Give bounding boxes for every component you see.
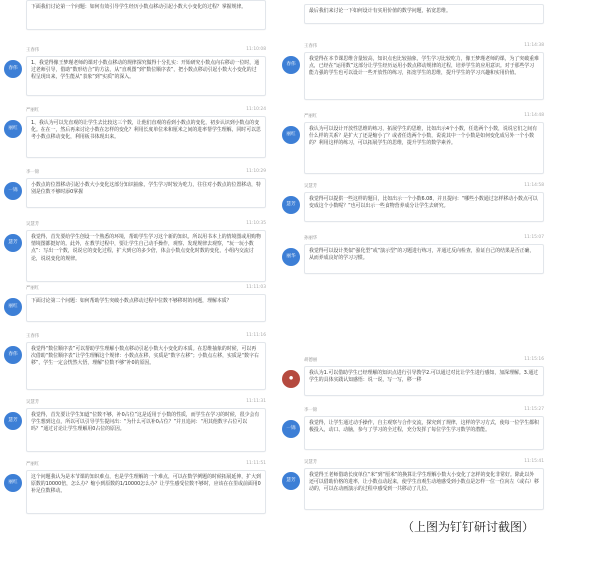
chat-message xyxy=(282,182,548,222)
message-bubble[interactable] xyxy=(26,0,266,30)
chat-message xyxy=(4,0,270,36)
message-bubble[interactable] xyxy=(26,178,266,208)
avatar-label: 慧芳 xyxy=(286,478,296,483)
sender-name: 王春伟 xyxy=(26,334,40,339)
chat-message xyxy=(4,220,270,280)
avatar-label: 春伟 xyxy=(8,352,18,357)
message-time: 11:15:27 xyxy=(524,407,544,412)
sender-name: 胡德丽 xyxy=(304,358,318,363)
message-meta xyxy=(26,46,270,55)
message-bubble[interactable] xyxy=(304,416,544,450)
avatar[interactable] xyxy=(4,474,22,492)
sender-name: 孙丽华 xyxy=(304,236,318,241)
chat-message xyxy=(4,284,270,324)
message-time: 11:11:51 xyxy=(246,461,266,466)
avatar[interactable] xyxy=(282,370,300,388)
message-time: 11:14:48 xyxy=(524,113,544,118)
sender-name: 严丽红 xyxy=(26,286,40,291)
sender-name: 严丽红 xyxy=(26,108,40,113)
avatar-label: 慧芳 xyxy=(8,418,18,423)
avatar[interactable] xyxy=(4,412,22,430)
message-text: 最后我们来讨论一下如何设计有实用价值的数学问题，拓宽思维。 xyxy=(309,8,451,14)
message-text: 下面我们讨论第一个问题：如何有效引导学生经历小数点移动引起小数大小变化的过程？掌握规律。 xyxy=(31,4,247,10)
avatar[interactable] xyxy=(4,182,22,200)
avatar[interactable] xyxy=(282,126,300,144)
chat-message xyxy=(282,234,548,274)
message-time: 11:10:35 xyxy=(246,221,266,226)
sender-name: 王春伟 xyxy=(304,44,318,49)
message-meta xyxy=(26,220,270,229)
avatar[interactable] xyxy=(282,248,300,266)
avatar[interactable] xyxy=(282,56,300,74)
message-meta xyxy=(26,284,270,293)
chat-message xyxy=(282,112,548,174)
message-text: 我觉得王老师借助长度单位“米”到“厘米”的换算让学生理解小数大小变化了怎样的变化非常好。除此以外还可以借助价格的进率，让小数点动起来，使学生直观生动地感受到小数点是怎样一位一位向左（或右）移动的，可以在动画演示的过程中感受到一共移动了几位。 xyxy=(309,472,539,493)
message-time: 11:14:58 xyxy=(524,183,544,188)
message-meta xyxy=(304,458,548,467)
message-bubble[interactable] xyxy=(26,116,266,158)
message-bubble[interactable] xyxy=(304,366,544,396)
message-bubble[interactable] xyxy=(26,470,266,514)
avatar-label: 春伟 xyxy=(8,66,18,71)
chat-message xyxy=(282,0,548,24)
message-text: 1、我认为可以先直观的让学生去比较这三个数，让他们直观的看到小数点的变化，初步认识到小数点的变化。在在一，然后再来讨论小数在怎样的变化？利用长度单位米和厘米之间的进率帮学生理解，同时可以思考小数点移动变化，利用板书体现出来。 xyxy=(31,120,261,141)
chat-message xyxy=(282,356,548,396)
sender-name: 严丽红 xyxy=(26,462,40,467)
message-time: 11:11:31 xyxy=(246,399,266,404)
message-bubble[interactable] xyxy=(26,230,266,282)
message-time: 11:15:16 xyxy=(524,357,544,362)
message-bubble[interactable] xyxy=(304,192,544,222)
message-text: 我觉得“数位顺序表”可以帮助学生理解小数点移动引起小数大小变化的本质。在思维抽象的时候，可以再次借助“数位顺序表”让学生理解这个规律：小数点在移，实质是“数字左移”；小数点左移，实质是“数字右移”，学生一定会恍然大悟，理解“位数不够”补0的原因。 xyxy=(31,346,259,367)
message-text: 我觉得可以设计类似“强化型”或“演示型”的习题进行练习，并通过反向检查，验证自己的结果是否正确，从而养成良好的学习习惯。 xyxy=(309,248,535,262)
message-meta xyxy=(304,356,548,365)
avatar-label: 丽红 xyxy=(8,304,18,309)
avatar[interactable] xyxy=(282,420,300,438)
chat-message xyxy=(4,46,270,96)
message-meta xyxy=(304,112,548,121)
avatar-label: 丽红 xyxy=(8,126,18,131)
avatar[interactable] xyxy=(4,346,22,364)
message-bubble[interactable] xyxy=(304,4,544,24)
message-time: 11:15:07 xyxy=(524,235,544,240)
chat-message xyxy=(282,406,548,452)
avatar[interactable] xyxy=(4,298,22,316)
avatar-label: 一锦 xyxy=(8,188,18,193)
avatar[interactable] xyxy=(4,234,22,252)
message-bubble[interactable] xyxy=(26,56,266,96)
message-meta xyxy=(304,406,548,415)
message-bubble[interactable] xyxy=(304,52,544,100)
message-text: 我觉得，首先要让学生知道“位数不够，补0占位”这是适用于小数的性质，而学生在学习的时候，很少会有学生想到这点，所以可以引导学生提问出：“为什么可以补0占位？”并且追问：“用其他数字占位可以吗？”通过讨论让学生理解用0占位的原因。 xyxy=(31,412,260,433)
message-time: 11:15:41 xyxy=(524,459,544,464)
avatar-label: 一锦 xyxy=(286,426,296,431)
message-text: 我认为可以设计开放性思维的练习，拓展学生的思维，比如出示4个小数，任选两个小数，说说它们之间有什么样的关系？是扩大了还是缩小了？或者任选两个小数，说说其中一个小数是如何变化成另外一个小数的？利用这样的练习，可以拓展学生的思维，提升学生的数学素养。 xyxy=(309,126,538,147)
avatar[interactable] xyxy=(4,120,22,138)
message-bubble[interactable] xyxy=(26,342,266,390)
message-bubble[interactable] xyxy=(304,244,544,274)
message-text: 我觉得，首先要给学生创设一个熟悉的环境，帮助学生学习这个新的知识。所以用书本上的情境图或用购物情境图都挺好的。此外，在教学过程中，要让学生自己动手操作，观察、发现规律去观察，“玩一玩小数点”：写出一个数，说说它的变化过程，扩大到它的多少倍，体会小数点变化时数的变化，小组内交流讨论，说说变化的规律。 xyxy=(31,234,261,262)
sender-name: 吴慧芳 xyxy=(304,184,318,189)
avatar-label: 春伟 xyxy=(286,62,296,67)
sender-name: 王春伟 xyxy=(26,48,40,53)
message-time: 11:10:08 xyxy=(246,47,266,52)
avatar-label: 慧芳 xyxy=(286,202,296,207)
message-text: 1、我觉得像王梦瑾老师的课对小数点移动的规律探究做得十分扎实：开始研究小数点向右移动一位时，通过老师引导，借助“数形结合”的方法，从“直观图”到“数位顺序表”，把小数点移动引起小数大小变化的过程呈现出来，学生能从“表象”到“实质”的深入。 xyxy=(31,60,260,81)
message-meta xyxy=(304,182,548,191)
message-meta xyxy=(26,460,270,469)
message-time: 11:11:16 xyxy=(246,333,266,338)
message-meta xyxy=(26,332,270,341)
sender-name: 李一锦 xyxy=(304,408,318,413)
avatar-label: 慧芳 xyxy=(8,240,18,245)
chat-message xyxy=(4,106,270,162)
message-time: 11:10:24 xyxy=(246,107,266,112)
message-text: 这个问题我认为是本节课的知识难点，也是学生理解的一个难点，可以在数学例题的时候拓展延伸，扩大到原数的10000倍，怎么办？缩小到原数的1/10000怎么办？让学生感受位数不够时，应该在在里或前面用0补足位数移动。 xyxy=(31,474,261,495)
avatar[interactable] xyxy=(282,196,300,214)
message-time: 11:11:03 xyxy=(246,285,266,290)
message-text: 我觉得在本节课思维含量较高，知识点也比较抽象，学生学习比较吃力，像王梦瑾老师的课，为了突破重难点，已经在“运用数”这部分让学生经历运用小数点移动规律的过程，培养学生的应用意识。对于那些学习能力强的学生也可以设计一些开放性的练习，拓宽学生的思维，提升学生的学习兴趣和实用价值。 xyxy=(309,56,539,77)
avatar-photo-icon: ● xyxy=(288,376,293,381)
message-meta xyxy=(26,398,270,407)
chat-message xyxy=(282,42,548,100)
chat-message xyxy=(4,398,270,454)
message-text: 我觉得可以提供一些这样的题目，比如出示一个小数6.08，并且提问：“哪些小数通过怎样移动小数点可以变成这个小数呢？”也可以出示一些食物营养成分让学生去研究。 xyxy=(309,196,538,210)
sender-name: 李一锦 xyxy=(26,170,40,175)
sender-name: 严丽红 xyxy=(304,114,318,119)
message-text: 小数点的位置移动引起小数大小变化这部分知识抽象，学生学习时较为吃力，往往对小数点的位置移动，特别是位数不够时添0掌握 xyxy=(31,182,261,196)
message-time: 11:14:38 xyxy=(524,43,544,48)
message-bubble[interactable] xyxy=(26,294,266,322)
message-text: 我认为1.可以借助学生已经理解的知识点进行引导教学2.可以通过对比让学生进行感知，加深理解。3.通过学生的具体实践认知感悟：说一说，写一写，移一移 xyxy=(309,370,539,384)
message-meta xyxy=(26,168,270,177)
sender-name: 吴慧芳 xyxy=(26,222,40,227)
figure-caption: （上图为钉钉研讨截图） xyxy=(402,520,535,534)
chat-message xyxy=(4,168,270,212)
message-text: 下面讨论第二个问题：如何帮助学生突破小数点移动过程中位数不够移时的问题，理解本质？ xyxy=(31,298,232,304)
chat-message xyxy=(282,458,548,510)
avatar-label: 丽红 xyxy=(286,132,296,137)
message-meta xyxy=(304,42,548,51)
message-bubble[interactable] xyxy=(26,408,266,452)
sender-name: 吴慧芳 xyxy=(304,460,318,465)
sender-name: 吴慧芳 xyxy=(26,400,40,405)
chat-message xyxy=(4,332,270,390)
message-bubble[interactable] xyxy=(304,468,544,510)
avatar-label: 丽红 xyxy=(8,480,18,485)
message-meta xyxy=(304,234,548,243)
avatar[interactable] xyxy=(282,472,300,490)
avatar[interactable] xyxy=(4,60,22,78)
avatar-label: 丽华 xyxy=(286,254,296,259)
message-text: 我觉得，让学生通过动手操作，自主观察与合作交流，探究到了规律，这样的学习方式，使每一位学生都积极投入，动口、动脑，参与了学习的全过程，充分发挥了每位学生学习数学的潜能。 xyxy=(309,420,539,434)
message-time: 11:10:29 xyxy=(246,169,266,174)
message-meta xyxy=(26,106,270,115)
message-bubble[interactable] xyxy=(304,122,544,174)
chat-message xyxy=(4,460,270,516)
